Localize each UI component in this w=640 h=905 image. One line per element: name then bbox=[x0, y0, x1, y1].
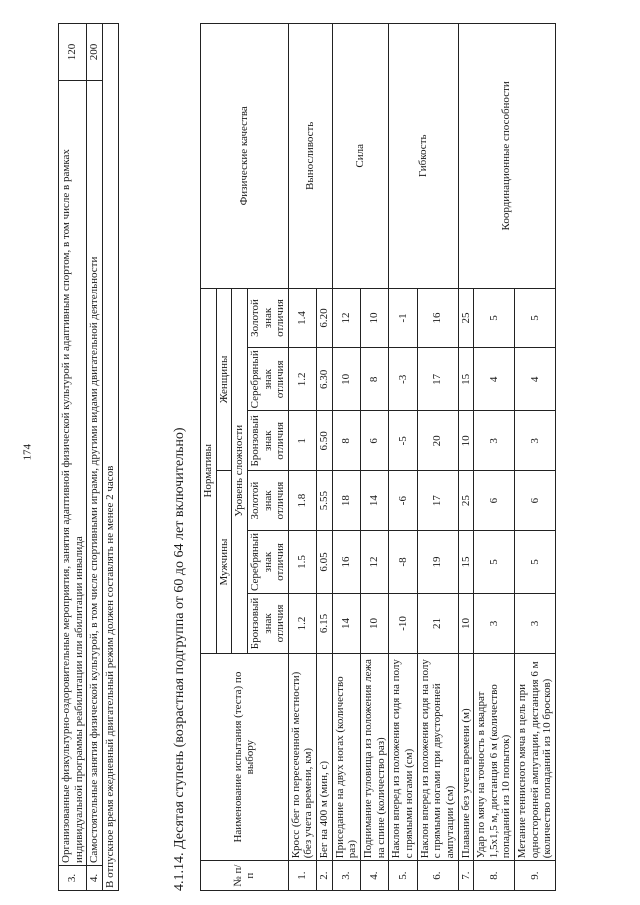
test-name: Наклон вперед из положения сидя на полу с прямыми ногами при двусторонней ампутации (см) bbox=[417, 653, 458, 860]
header-level: Уровень сложности bbox=[232, 288, 248, 653]
women-silver: 15 bbox=[458, 348, 474, 411]
activity-value: 200 bbox=[87, 24, 103, 81]
men-silver: 1.5 bbox=[288, 530, 316, 593]
women-bronze: 6 bbox=[361, 411, 389, 471]
men-silver: -8 bbox=[389, 530, 417, 593]
row-number: 7. bbox=[458, 861, 474, 891]
women-silver: 17 bbox=[417, 348, 458, 411]
women-bronze: 20 bbox=[417, 411, 458, 471]
women-bronze: 3 bbox=[474, 411, 515, 471]
women-silver: -3 bbox=[389, 348, 417, 411]
header-num: № п/п bbox=[201, 861, 289, 891]
women-silver: 1.2 bbox=[288, 348, 316, 411]
women-bronze: 3 bbox=[515, 411, 556, 471]
women-gold: 10 bbox=[361, 288, 389, 348]
men-bronze: 10 bbox=[361, 593, 389, 653]
men-gold: 6 bbox=[515, 471, 556, 531]
men-silver: 19 bbox=[417, 530, 458, 593]
men-gold: 1.8 bbox=[288, 471, 316, 531]
header-women: Женщины bbox=[216, 288, 232, 471]
table-row bbox=[389, 24, 417, 891]
men-bronze: 1.2 bbox=[288, 593, 316, 653]
activity-text: Самостоятельные занятия физической культурой, в том числе спортивными играми, другими видами двигательной деятельности bbox=[87, 81, 103, 866]
women-gold: 6.20 bbox=[317, 288, 333, 348]
header-name: Наименование испытания (теста) по выбору bbox=[201, 653, 289, 860]
women-silver: 10 bbox=[332, 348, 360, 411]
women-silver: 6.30 bbox=[317, 348, 333, 411]
women-bronze: 6.50 bbox=[317, 411, 333, 471]
men-gold: 25 bbox=[458, 471, 474, 531]
women-silver: 4 bbox=[474, 348, 515, 411]
men-silver: 16 bbox=[332, 530, 360, 593]
women-bronze: 10 bbox=[458, 411, 474, 471]
test-name: Кросс (бег по пересеченной местности) (без учета времени, км) bbox=[288, 653, 316, 860]
header-bronze: Бронзовый знак отличия bbox=[247, 593, 288, 653]
men-silver: 12 bbox=[361, 530, 389, 593]
activity-table bbox=[58, 23, 119, 891]
test-name: Приседание на двух ногах (количество раз) bbox=[332, 653, 360, 860]
men-bronze: 14 bbox=[332, 593, 360, 653]
women-gold: 12 bbox=[332, 288, 360, 348]
men-gold: 5.55 bbox=[317, 471, 333, 531]
row-number: 9. bbox=[515, 861, 556, 891]
test-name: Удар по мячу на точность в квадрат 1,5х1,5 м, дистанция 6 м (количество попаданий из 10 попыток) bbox=[474, 653, 515, 860]
quality-endurance: Выносливость bbox=[288, 24, 332, 289]
row-number: 3. bbox=[332, 861, 360, 891]
men-bronze: 3 bbox=[474, 593, 515, 653]
row-number: 5. bbox=[389, 861, 417, 891]
test-name: Наклон вперед из положения сидя на полу с прямыми ногами (см) bbox=[389, 653, 417, 860]
header-norms: Нормативы bbox=[201, 288, 217, 653]
header-gold: Золотой знак отличия bbox=[247, 471, 288, 531]
quality-strength: Сила bbox=[332, 24, 389, 289]
table-row bbox=[102, 24, 118, 891]
table-row bbox=[288, 24, 316, 891]
test-name: Поднимание туловища из положения лежа на спине (количество раз) bbox=[361, 653, 389, 860]
men-gold: 17 bbox=[417, 471, 458, 531]
quality-coordination: Координационные способности bbox=[458, 24, 555, 289]
men-silver: 15 bbox=[458, 530, 474, 593]
norms-table bbox=[200, 23, 556, 891]
table-row bbox=[458, 24, 474, 891]
header-qualities: Физические качества bbox=[201, 24, 289, 289]
header-men: Мужчины bbox=[216, 471, 232, 654]
table-row bbox=[87, 24, 103, 891]
header-gold: Золотой знак отличия bbox=[247, 288, 288, 348]
test-name: Метание теннисного мяча в цель при односторонней ампутации, дистанция 6 м (количество попаданий из 10 бросков) bbox=[515, 653, 556, 860]
women-gold: 5 bbox=[515, 288, 556, 348]
women-bronze: -5 bbox=[389, 411, 417, 471]
women-gold: 16 bbox=[417, 288, 458, 348]
women-bronze: 8 bbox=[332, 411, 360, 471]
women-silver: 8 bbox=[361, 348, 389, 411]
section-heading: 4.1.14. Десятая ступень (возрастная подгруппа от 60 до 64 лет включительно) bbox=[172, 427, 187, 891]
women-gold: -1 bbox=[389, 288, 417, 348]
men-silver: 5 bbox=[474, 530, 515, 593]
row-number: 2. bbox=[317, 861, 333, 891]
row-number: 8. bbox=[474, 861, 515, 891]
test-name: Бег на 400 м (мин, с) bbox=[317, 653, 333, 860]
table-row bbox=[59, 24, 87, 891]
men-bronze: 3 bbox=[515, 593, 556, 653]
row-number: 3. bbox=[59, 866, 87, 891]
men-gold: 14 bbox=[361, 471, 389, 531]
men-gold: 18 bbox=[332, 471, 360, 531]
quality-flexibility: Гибкость bbox=[389, 24, 458, 289]
header-bronze: Бронзовый знак отличия bbox=[247, 411, 288, 471]
men-gold: -6 bbox=[389, 471, 417, 531]
page-number: 174 bbox=[21, 444, 34, 461]
men-silver: 5 bbox=[515, 530, 556, 593]
row-number: 6. bbox=[417, 861, 458, 891]
table-row bbox=[332, 24, 360, 891]
row-number: 4. bbox=[87, 866, 103, 891]
activity-text: Организованные физкультурно-оздоровительные мероприятия, занятия адаптивной физической культурой и адаптивным спортом, в том числе в рамках индивидуальной программы реабилитации или абилитации инвалида bbox=[59, 81, 87, 866]
women-bronze: 1 bbox=[288, 411, 316, 471]
men-gold: 6 bbox=[474, 471, 515, 531]
test-name: Плавание без учета времени (м) bbox=[458, 653, 474, 860]
women-gold: 1.4 bbox=[288, 288, 316, 348]
row-number: 4. bbox=[361, 861, 389, 891]
header-silver: Серебряный знак отличия bbox=[247, 530, 288, 593]
men-bronze: 10 bbox=[458, 593, 474, 653]
women-silver: 4 bbox=[515, 348, 556, 411]
women-gold: 25 bbox=[458, 288, 474, 348]
header-silver: Серебряный знак отличия bbox=[247, 348, 288, 411]
men-silver: 6.05 bbox=[317, 530, 333, 593]
activity-value: 120 bbox=[59, 24, 87, 81]
men-bronze: 6.15 bbox=[317, 593, 333, 653]
row-number: 1. bbox=[288, 861, 316, 891]
women-gold: 5 bbox=[474, 288, 515, 348]
activity-footer: В отпускное время ежедневный двигательный режим должен составлять не менее 2 часов bbox=[102, 24, 118, 891]
men-bronze: -10 bbox=[389, 593, 417, 653]
men-bronze: 21 bbox=[417, 593, 458, 653]
